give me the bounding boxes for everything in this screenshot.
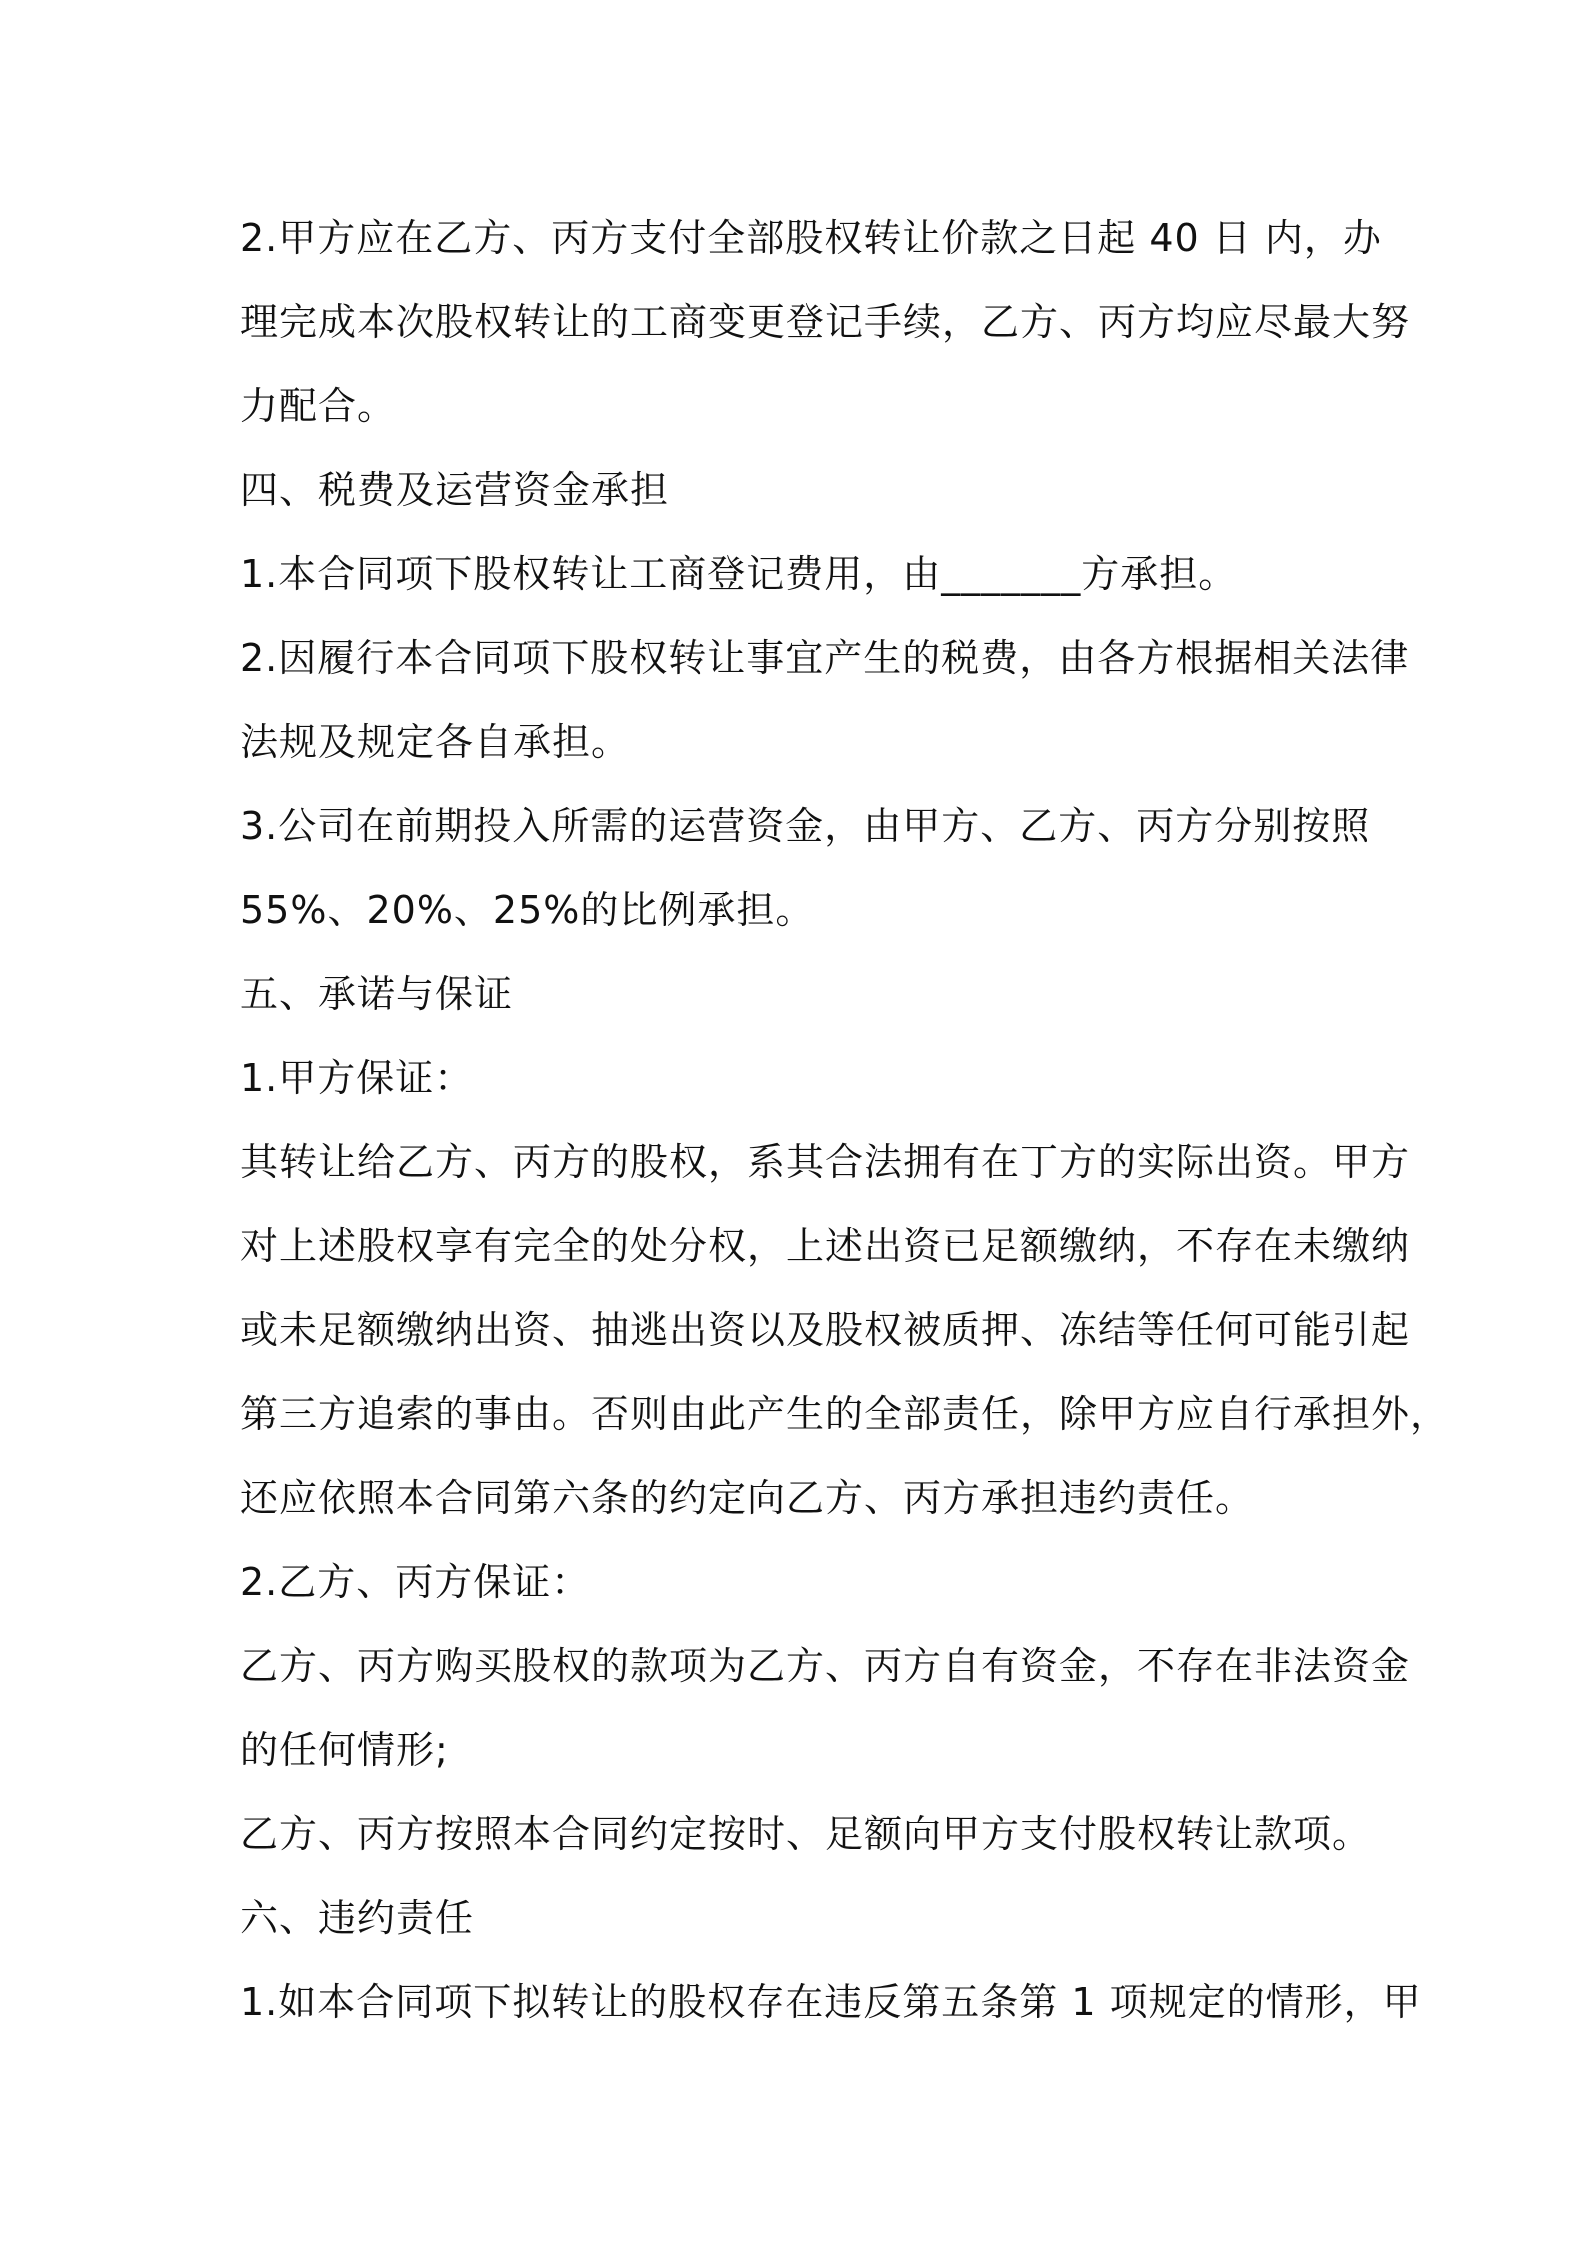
text-line: 第三方追索的事由。否则由此产生的全部责任，除甲方应自行承担外， <box>240 1392 1450 1436</box>
text-line: 其转让给乙方、丙方的股权，系其合法拥有在丁方的实际出资。甲方 <box>240 1140 1411 1184</box>
text-line: 的任何情形; <box>240 1728 449 1772</box>
section-heading-liability: 六、违约责任 <box>240 1896 475 1940</box>
text-line: 还应依照本合同第六条的约定向乙方、丙方承担违约责任。 <box>240 1476 1255 1520</box>
text-line: 乙方、丙方按照本合同约定按时、足额向甲方支付股权转让款项。 <box>240 1812 1372 1856</box>
section-heading-taxes: 四、税费及运营资金承担 <box>240 468 670 512</box>
text-line: 法规及规定各自承担。 <box>240 720 631 764</box>
text-line: 乙方、丙方购买股权的款项为乙方、丙方自有资金，不存在非法资金 <box>240 1644 1411 1688</box>
text-line: 55%、20%、25%的比例承担。 <box>240 888 815 932</box>
text-line: 1.本合同项下股权转让工商登记费用，由_______方承担。 <box>240 552 1238 596</box>
text-line: 或未足额缴纳出资、抽逃出资以及股权被质押、冻结等任何可能引起 <box>240 1308 1411 1352</box>
text-line: 对上述股权享有完全的处分权，上述出资已足额缴纳，不存在未缴纳 <box>240 1224 1411 1268</box>
text-line: 2.甲方应在乙方、丙方支付全部股权转让价款之日起 40 日 内，办 <box>240 216 1382 260</box>
text-line: 1.甲方保证： <box>240 1056 474 1100</box>
section-heading-warranties: 五、承诺与保证 <box>240 972 514 1016</box>
text-line: 2.因履行本合同项下股权转让事宜产生的税费，由各方根据相关法律 <box>240 636 1410 680</box>
text-line: 1.如本合同项下拟转让的股权存在违反第五条第 1 项规定的情形，甲 <box>240 1980 1422 2024</box>
document-page <box>240 196 1450 2044</box>
text-line: 理完成本次股权转让的工商变更登记手续，乙方、丙方均应尽最大努 <box>240 300 1411 344</box>
text-line: 2.乙方、丙方保证： <box>240 1560 591 1604</box>
text-line: 3.公司在前期投入所需的运营资金，由甲方、乙方、丙方分别按照 <box>240 804 1371 848</box>
text-line: 力配合。 <box>240 384 397 428</box>
